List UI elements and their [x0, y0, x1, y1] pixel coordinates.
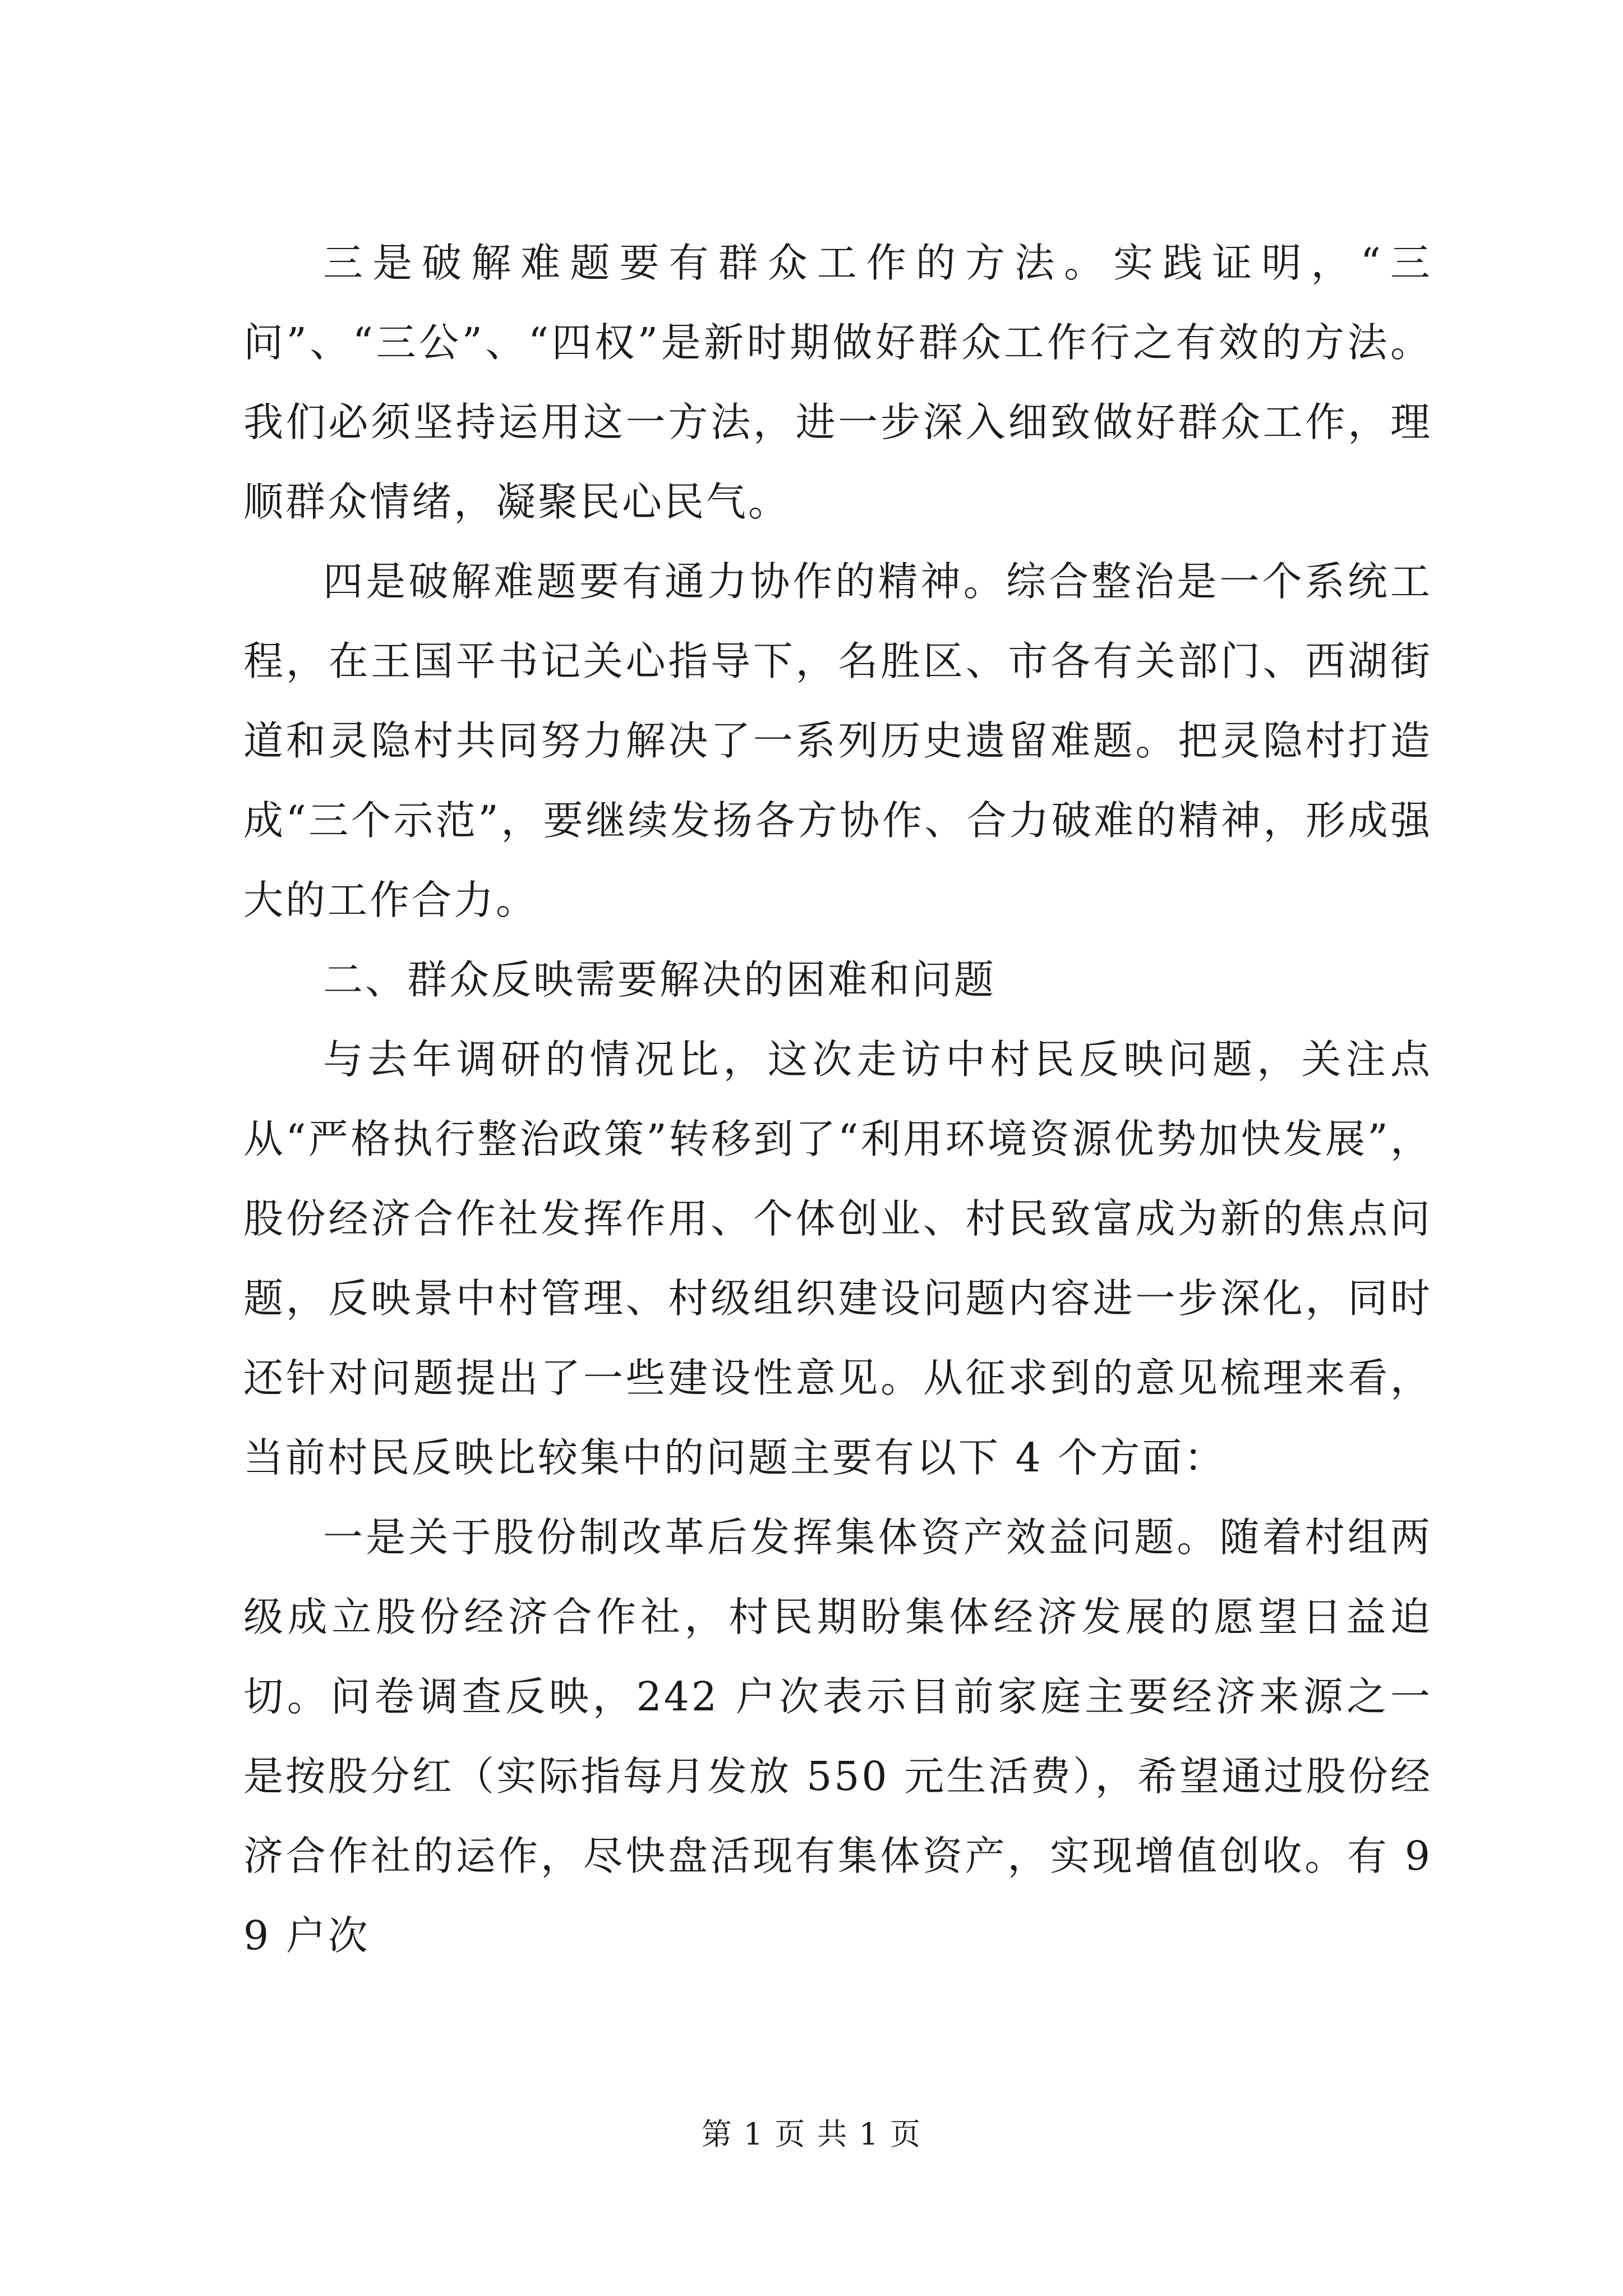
- paragraph-survey-summary: 与去年调研的情况比，这次走访中村民反映问题，关注点从“严格执行整治政策”转移到了“利用环境资源优势加快发展”，股份经济合作社发挥作用、个体创业、村民致富成为新的焦点问题，反映景中村管理、村级组织建设问题内容进一步深化，同时还针对问题提出了一些建设性意见。从征求到的意见梳理来看，当前村民反映比较集中的问题主要有以下 4 个方面：: [243, 1036, 1432, 1481]
- section-heading: 二、群众反映需要解决的困难和问题: [323, 956, 997, 1003]
- document-body: [243, 223, 1432, 1976]
- page-number-footer: 第 1 页 共 1 页: [701, 2116, 922, 2152]
- paragraph-cooperation: 四是破解难题要有通力协作的精神。综合整治是一个系统工程，在王国平书记关心指导下，名胜区、市各有关部门、西湖街道和灵隐村共同努力解决了一系列历史遗留难题。把灵隐村打造成“三个示范”，要继续发扬各方协作、合力破难的精神，形成强大的工作合力。: [243, 558, 1432, 923]
- paragraph-method: 三是破解难题要有群众工作的方法。实践证明，“三问”、“三公”、“四权”是新时期做好群众工作行之有效的方法。我们必须坚持运用这一方法，进一步深入细致做好群众工作，理顺群众情绪，凝聚民心民气。: [243, 240, 1432, 525]
- paragraph-shareholding-issue: 一是关于股份制改革后发挥集体资产效益问题。随着村组两级成立股份经济合作社，村民期盼集体经济发展的愿望日益迫切。问卷调查反映，242 户次表示目前家庭主要经济来源之一是按股分红（实际指每月发放 550 元生活费），希望通过股份经济合作社的运作，尽快盘活现有集体资产，实现增值创收。有 99 户次: [243, 1514, 1432, 1959]
